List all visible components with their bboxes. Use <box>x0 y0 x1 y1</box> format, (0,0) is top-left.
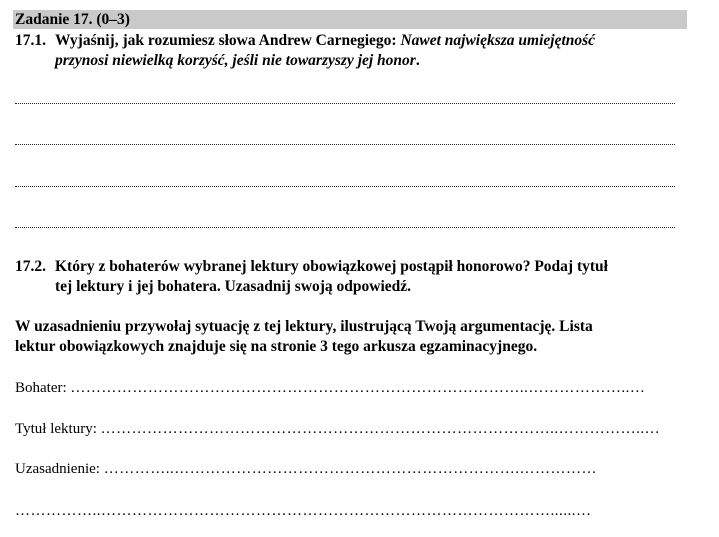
title-dots: ……………………………………………………………………………..……………..… <box>100 421 661 437</box>
question-17-1 <box>15 31 685 71</box>
justification-dots: …………..………………………………………………………….…………… <box>103 461 597 477</box>
justification-answer-line[interactable] <box>15 460 675 478</box>
instruction-line-1: W uzasadnieniu przywołaj sytuację z tej lektury, ilustrującą Twoją argumentację. Lista <box>15 318 593 335</box>
task-title: Zadanie 17. (0–3) <box>15 11 130 28</box>
justification-label: Uzasadnienie: <box>15 461 100 477</box>
answer-dotted-line-3[interactable] <box>15 184 675 187</box>
hero-answer-line[interactable] <box>15 379 675 397</box>
instruction-paragraph <box>15 317 685 357</box>
hero-label: Bohater: <box>15 380 67 396</box>
question-text: Który z bohaterów wybranej lektury obowiązkowej postąpił honorowo? Podaj tytuł <box>55 258 608 275</box>
question-number: 17.1. <box>15 32 46 49</box>
hero-dots: ……………………………………………………………………………..………………..… <box>70 380 646 396</box>
title-label: Tytuł lektury: <box>15 421 97 437</box>
answer-dotted-line-4[interactable] <box>15 225 675 228</box>
question-text: Wyjaśnij, jak rozumiesz słowa Andrew Carnegiego: <box>55 32 401 49</box>
extra-answer-line[interactable] <box>15 502 675 520</box>
answer-dotted-line-2[interactable] <box>15 142 675 145</box>
answer-dotted-line-1[interactable] <box>15 101 675 104</box>
question-17-2 <box>15 257 685 297</box>
quote-text-continued: przynosi niewielką korzyść, jeśli nie towarzyszy jej honor <box>55 52 416 69</box>
quote-end: . <box>415 52 420 69</box>
title-answer-line[interactable] <box>15 420 675 438</box>
quote-text: Nawet największa umiejętność <box>400 32 596 49</box>
question-number: 17.2. <box>15 258 46 275</box>
question-text-continued: tej lektury i jej bohatera. Uzasadnij swoją odpowiedź. <box>55 278 412 295</box>
extra-dots: ……………..……………………………………………………………………………......… <box>15 503 592 519</box>
instruction-line-2: lektur obowiązkowych znajduje się na stronie 3 tego arkusza egzaminacyjnego. <box>15 338 538 355</box>
